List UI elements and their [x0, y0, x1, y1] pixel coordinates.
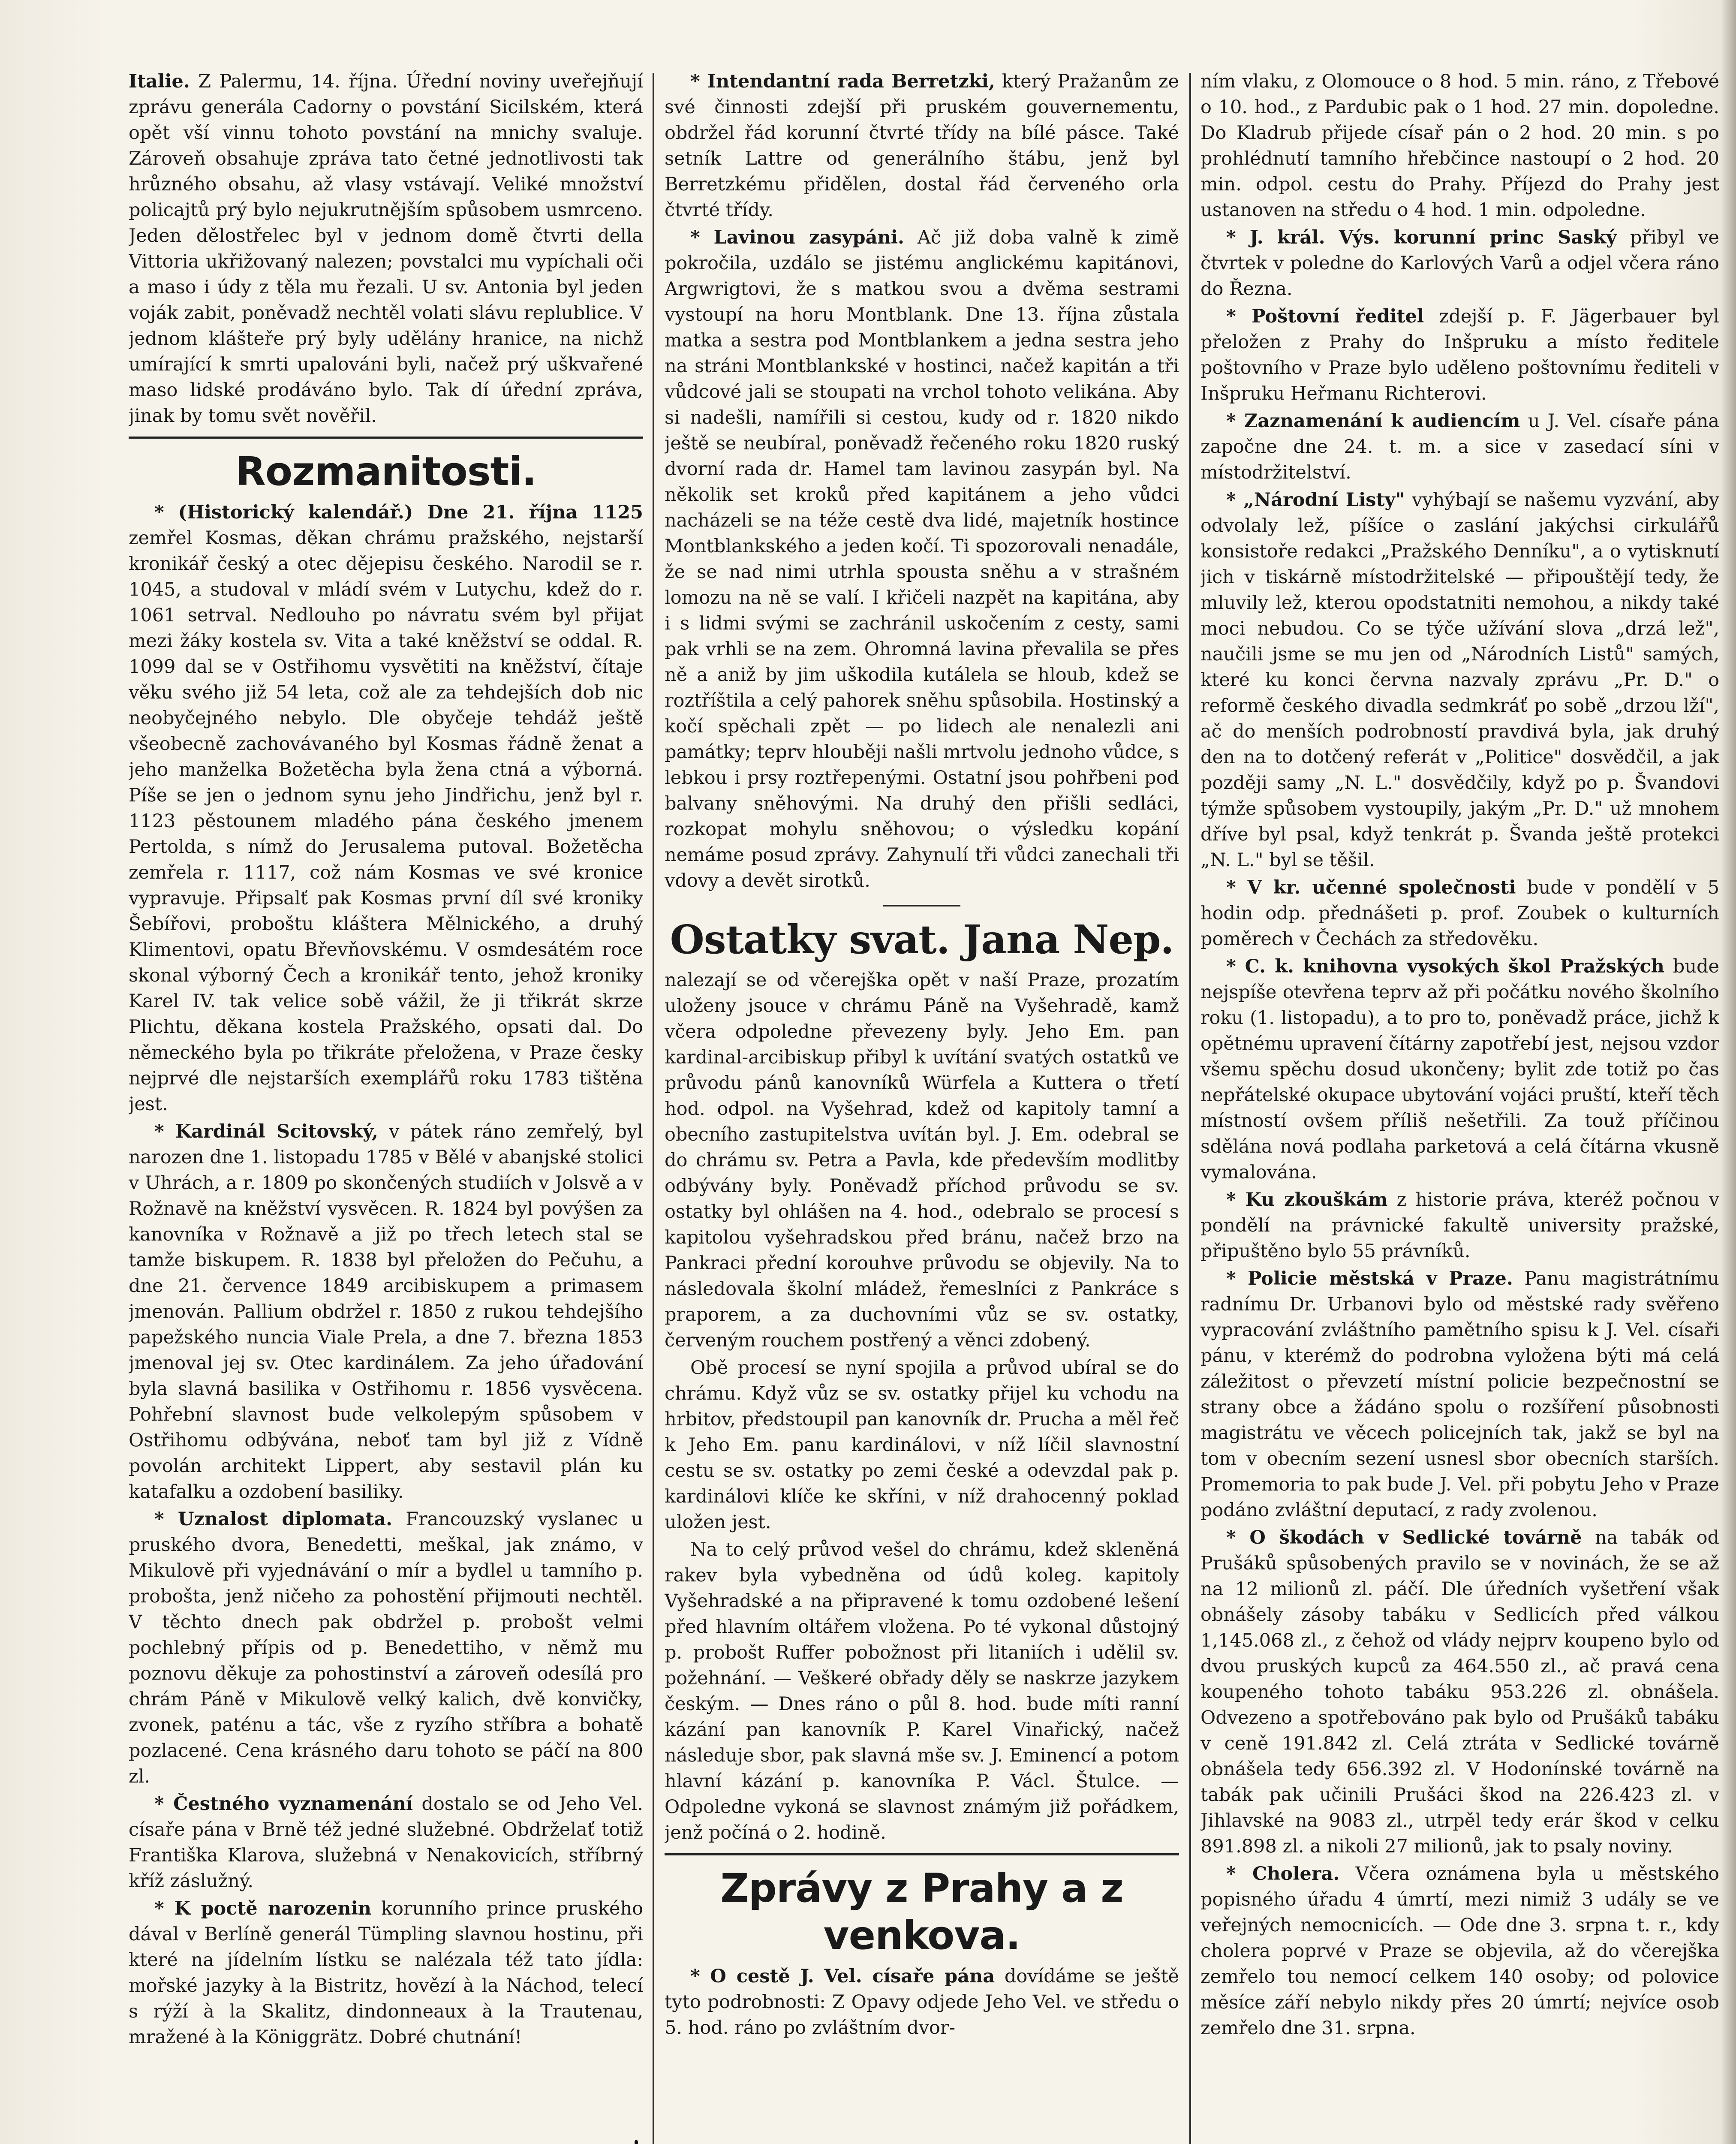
- article-paragraph: [1200, 1525, 1719, 1859]
- article-lead: * Intendantní rada Berretzki,: [690, 71, 995, 92]
- article-paragraph: [665, 1963, 1179, 2041]
- article-paragraph: [129, 69, 643, 429]
- column-right: [1200, 69, 1719, 2144]
- article-paragraph: [1200, 1266, 1719, 1523]
- article-lead: * Ku zkouškám: [1226, 1189, 1388, 1211]
- article-body: zdejší p. F. Jägerbauer byl přeložen z Prahy do Inšpruku a místo ředitele poštovního v Praze bylo uděleno poštovnímu řediteli v Inšpruku Heřmanu Richterovi.: [1200, 306, 1719, 404]
- article-paragraph: [665, 967, 1179, 1353]
- article-body: Obě procesí se nyní spojila a průvod ubíral se do chrámu. Když vůz se sv. ostatky přijel ku vchodu na hrbitov, předstoupil pan kanovník dr. Prucha a měl řeč k Jeho Em. panu kardinálovi, v níž líčil slavnostní cestu se sv. ostatky po zemi české a odevzdal pak p. kardinálovi klíče ke skříni, v níž drahocenný poklad uložen jest.: [665, 1357, 1179, 1533]
- article-body: vyhýbají se našemu vyzvání, aby odvolaly lež, píšíce o zaslání jakýchsi cirkulářů konsistoře redakci „Pražského Denníku", a o vytisknutí jich v tiskárně místodržitelské — připouštějí tedy, že mluvily lež, kterou opodstatniti nemohou, a nikdy také moci nebudou. Co se týče užívání slova „drzá lež", naučili jsme se mu jen od „Národních Listů" samých, které ku konci června nazvaly zprávu „Pr. D." o reformě českého divadla sedmkráť po sobě „drzou lží", ač do menších podrobností pravdivá byla, jak druhý den na to dotčený referát v „Politice" dosvědčil, a jak později samy „N. L." dosvědčily, když po p. Švandovi týmže spůsobem vystoupily, jakým „Pr. D." už mnohem dříve byl psal, když tenkrát p. Švanda ještě protekci „N. L." byl se těšil.: [1200, 489, 1719, 871]
- article-lead: * V kr. učenné společnosti: [1226, 877, 1516, 898]
- article-body: Na to celý průvod vešel do chrámu, kdež skleněná rakev byla vybedněna od údů koleg. kapitoly Vyšehradské a na připravené k tomu ozdobené lešení před hlavním oltářem vložena. Po té vykonal důstojný p. probošt Ruffer pobožnost při litaniích i udělil sv. požehnání. — Veškeré obřady děly se naskrze jazykem českým. — Dnes ráno o půl 8. hod. bude míti ranní kázání pan kanovník P. Karel Vinařický, načež následuje sbor, pak slavná mše sv. J. Eminencí a potom hlavní kázání p. kanovníka P. Václ. Štulce. — Odpoledne vykoná se slavnost známým již pořádkem, jenž počíná o 2. hodině.: [665, 1539, 1179, 1843]
- column-middle: [665, 69, 1179, 2144]
- article-body: z historie práva, kteréž počnou v pondělí na právnické fakultě university pražské, připuštěno bylo 55 právníků.: [1200, 1189, 1719, 1262]
- article-lead: * (Historický kalendář.) Dne 21. října 1125: [154, 502, 643, 523]
- ink-spot: [635, 2140, 638, 2144]
- article-lead: * Čestného vyznamenání: [154, 1793, 413, 1815]
- article-body: korunního prince pruského dával v Berlíně generál Tümpling slavnou hostinu, při které na jídelním lístku se nalézala též tato jídla: mořské jazyky à la Bistritz, hovězí à la Náchod, telecí s rýží à la Skalitz, dindonneaux à la Trautenau, mražené à la Königgrätz. Dobré chutnání!: [129, 1898, 643, 2048]
- article-lead: * Cholera.: [1226, 1863, 1340, 1885]
- article-paragraph: [665, 1355, 1179, 1535]
- article-body: Panu magistrátnímu radnímu Dr. Urbanovi bylo od městské rady svěřeno vypracování zvláštního pamětního spisu k J. Vel. císaři pánu, v kterémž do podrobna vyložena býti má celá záležitost o převzetí místní policie bezpečnostní se strany obce a žádáno spolu o rozšíření působnosti magistrátu ve věcech policejních tak, jakž se byl na tom v obecním sezení usnesl sbor obecních starších. Promemoria to pak bude J. Vel. při pobytu Jeho v Praze podáno zvláštní deputací, z rady zvolenou.: [1200, 1268, 1719, 1521]
- article-body: na tabák od Prušáků spůsobených pravilo se v novinách, že se až na 12 milionů zl. páčí. Dle úředních vyšetření však obnášely zásoby tabáku v Sedlicích před válkou 1,145.068 zl., z čehož od vlády nejprv koupeno bylo od dvou pruských kupců za 464.550 zl., ač pravá cena koupeného tohoto tabáku 953.226 zl. obnášela. Odvezeno a spotřebováno pak bylo od Prušáků tabáku v ceně 191.842 zl. Celá ztráta v Sedlické továrně obnášela tedy 656.392 zl. V Hodonínské továrně na tabák pak učinili Prušáci škod na 226.423 zl. v Jihlavské na 9083 zl., utrpěl tedy erár škod v celku 891.898 zl. a nikoli 27 milionů, jak to psaly noviny.: [1200, 1527, 1719, 1857]
- article-body: Včera oznámena byla u městského popisného úřadu 4 úmrtí, mezi nimiž 3 udály se ve veřejných nemocnicích. — Ode dne 3. srpna t. r., kdy cholera poprvé v Praze se objevila, až do včerejška zemřelo tou nemocí celkem 140 osoby; od polovice měsíce září nebylo nikdy přes 20 úmrtí; nejvíce osob zemřelo dne 31. srpna.: [1200, 1863, 1719, 2039]
- article-paragraph: [1200, 408, 1719, 485]
- article-paragraph: [129, 1896, 643, 2050]
- article-lead: * K poctě narozenin: [154, 1898, 372, 1919]
- article-paragraph: [1200, 954, 1719, 1185]
- page-fold-shadow: [1721, 0, 1736, 2144]
- article-paragraph: [665, 225, 1179, 894]
- article-paragraph: [129, 1506, 643, 1789]
- article-paragraph: [129, 500, 643, 1117]
- article-paragraph: [665, 1537, 1179, 1846]
- short-rule: [883, 905, 960, 906]
- article-body: přibyl ve čtvrtek v poledne do Karlových Varů a odjel včera ráno do Řezna.: [1200, 227, 1719, 300]
- article-body: nalezají se od včerejška opět v naší Praze, prozatím uloženy jsouce v chrámu Páně na Vyšehradě, kamž včera odpoledne převezeny byly. Jeho Em. pan kardinal-arcibiskup přibyl k uvítání svatých ostatků ve průvodu pánů kanovníků Würfela a Kuttera o třetí hod. odpol. na Vyšehrad, kdež od kapitoly tamní a obecního zastupitelstva uvítán byl. J. Em. odebral se do chrámu sv. Petra a Pavla, kde především modlitby odbývány byly. Poněvadž příchod průvodu se sv. ostatky byl ohlášen na 4. hod., odebralo se procesí s kapitolou vyšehradskou před bránu, načež brzo na Pankraci přední korouhve průvodu se objevily. Na to následovala školní mládež, řemeslníci z Pankráce s praporem, a za duchovními vůz se sv. ostatky, červeným rouchem postřený a věnci zdobený.: [665, 970, 1179, 1351]
- article-paragraph: [1200, 1187, 1719, 1264]
- article-body: v pátek ráno zemřelý, byl narozen dne 1. listopadu 1785 v Bělé v abanjské stolici v Uhrách, a r. 1809 po skončených studiích v Jolsvě a v Rožnavě na kněžství vysvěcen. R. 1824 byl povýšen za kanovníka v Rožnavě a již po třech letech stal se tamže biskupem. R. 1838 byl přeložen do Pečuhu, a dne 21. července 1849 arcibiskupem a primasem jmenován. Pallium obdržel r. 1850 z rukou tehdejšího papežského nuncia Viale Prela, a dne 7. března 1853 jmenoval jej sv. Otec kardinálem. Za jeho úřadování byla slavná basilika v Ostřihomu r. 1856 vysvěcena. Pohřební slavnost bude velkolepým spůsobem v Ostřihomu odbývána, neboť tam byl již z Vídně povolán architekt Lippert, aby sestavil plán ku katafalku a ozdobení basiliky.: [129, 1121, 643, 1503]
- article-lead: * Uznalost diplomata.: [154, 1509, 393, 1530]
- article-paragraph: [1200, 69, 1719, 223]
- column-left: [129, 69, 643, 2144]
- section-rule: [129, 437, 643, 439]
- article-body: bude v pondělí v 5 hodin odp. přednášeti p. prof. Zoubek o kulturních poměrech v Čechách za středověku.: [1200, 877, 1719, 950]
- article-paragraph: [1200, 225, 1719, 302]
- article-lead: * Kardinál Scitovský,: [154, 1121, 378, 1142]
- article-paragraph: [665, 69, 1179, 223]
- article-body: Francouzský vyslanec u pruského dvora, Benedetti, meškal, jak známo, v Mikulově při vyjednávání o mír a bydlel u tamního p. probošta, jenž ničeho za pohostění přijmouti nechtěl. V těchto dnech pak obdržel p. probošt velmi pochlebný přípis od p. Benedettiho, v němž mu poznovu děkuje za pohostinství a zároveň odesílá pro chrám Páně v Mikulově velký kalich, dvě konvičky, zvonek, paténu a tác, vše z ryzího stříbra a bohatě pozlacené. Cena krásného daru tohoto se páčí na 800 zl.: [129, 1509, 643, 1787]
- article-lead: * O škodách v Sedlické továrně: [1226, 1527, 1582, 1548]
- article-lead: * Lavinou zasypáni.: [690, 227, 905, 248]
- section-rule: [665, 1853, 1179, 1855]
- article-body: ním vlaku, z Olomouce o 8 hod. 5 min. ráno, z Třebové o 10. hod., z Pardubic pak o 1 hod. 27 min. dopoledne. Do Kladrub přijede císař pán o 2 hod. 20 min. s po prohlédnutí tamního hřebčince nastoupí o 2 hod. 20 min. odpol. cestu do Prahy. Příjezd do Prahy jest ustanoven na středu o 4 hod. 1 min. odpoledne.: [1200, 71, 1719, 221]
- article-body: zemřel Kosmas, děkan chrámu pražského, nejstarší kronikář český a otec dějepisu českého. Narodil se r. 1045, a studoval v mládí svém v Lutychu, kdež do r. 1061 setrval. Nedlouho po návratu svém byl přijat mezi žáky kostela sv. Vita a také kněžství se oddal. R. 1099 dal se v Ostřihomu vysvětiti na kněžství, čítaje věku svého již 54 leta, což ale za tehdejších dob nic neobyčejného nebylo. Dle obyčeje tehdáž ještě všeobecně zachovávaného byl Kosmas řádně ženat a jeho manželka Božetěcha byla žena ctná a výborná. Píše se jen o jednom synu jeho Jindřichu, jenž byl r. 1123 pěstounem mladého pána českého jmenem Pertolda, s nímž do Jerusalema putoval. Božetěcha zemřela r. 1117, což nám Kosmas ve své kronice vypravuje. Připsalť pak Kosmas první díl své kroniky Šebířovi, proboštu kláštera Mělnického, a druhý Klimentovi, opatu Břevňovskému. V osmdesátém roce skonal výborný Čech a kronikář tento, jehož kroniky Karel IV. tak velice sobě vážil, že ji třikrát skrze Plichtu, děkana kostela Pražského, opsati dal. Do německého byla po třikráte přeložena, v Praze česky nejprvé dle nejstarších exemplářů roku 1783 tištěna jest.: [129, 527, 643, 1115]
- article-body: který Pražanům ze své činnosti zdejší při pruském gouvernementu, obdržel řád korunní čtvrté třídy na bílé pásce. Také setník Lattre od generálního štábu, jenž byl Berretzkému přidělen, dostal řád červeného orla čtvrté třídy.: [665, 71, 1179, 221]
- article-paragraph: [1200, 875, 1719, 952]
- article-paragraph: [129, 1119, 643, 1505]
- article-paragraph: [1200, 487, 1719, 873]
- article-body: Z Palermu, 14. října. Úřední noviny uveřejňují zprávu generála Cadorny o povstání Sicilském, která opět vší vinnu tohoto povstání na mnichy svaluje. Zároveň obsahuje zpráva tato četné jednotlivosti tak hrůzného obsahu, až vlasy vstávají. Veliké množství policajtů prý bylo nejukrutnějším spůsobem usmrceno. Jeden dělostřelec byl v jednom domě čtvrti della Vittoria ukřižovaný nalezen; povstalci mu vypíchali oči a maso i údy z těla mu řezali. U sv. Antonia byl jeden voják zabit, poněvadž nechtěl volati slávu replublice. V jednom klášteře prý byly udělány hranice, na nichž umírající k smrti upalováni byli, načež prý uškvařené maso lidské prodáváno bylo. Tak dí úřední zpráva, jinak by tomu svět nověřil.: [129, 71, 643, 427]
- article-lead: * O cestě J. Vel. císaře pána: [690, 1966, 995, 1987]
- section-heading: Zprávy z Prahy a z venkova.: [720, 1865, 1123, 1958]
- article-paragraph: [1200, 304, 1719, 407]
- article-paragraph: [129, 1791, 643, 1894]
- section-heading: Rozmanitosti.: [235, 449, 536, 494]
- column-rule: [1189, 73, 1191, 2144]
- article-body: dovídáme se ještě tyto podrobnosti: Z Opavy odjede Jeho Vel. ve středu o 5. hod. ráno po zvláštním dvor-: [665, 1966, 1179, 2039]
- article-lead: * Zaznamenání k audiencím: [1226, 410, 1520, 432]
- column-rule: [653, 73, 654, 2144]
- article-lead: Italie.: [129, 71, 190, 92]
- article-body: dostalo se od Jeho Vel. císaře pána v Brně též jedné služebné. Obdrželať totiž Františka Klarova, služebná v Nenakovicích, stříbrný kříž záslužný.: [129, 1793, 643, 1892]
- article-lead: * C. k. knihovna vysokých škol Pražských: [1226, 956, 1664, 977]
- article-lead: * J. král. Výs. korunní princ Saský: [1226, 227, 1617, 248]
- article-lead: * „Národní Listy": [1226, 489, 1405, 511]
- article-paragraph: [1200, 1861, 1719, 2041]
- article-lead: * Poštovní ředitel: [1226, 306, 1424, 327]
- article-body: u J. Vel. císaře pána započne dne 24. t. m. a sice v zasedací síni v místodržitelství.: [1200, 410, 1719, 483]
- article-body: bude nejspíše otevřena teprv až při počátku nového školního roku (1. listopadu), a to pro to, poněvadž práce, jichž k opětnému upravení čítárny zapotřebí jest, nejsou vzdor všemu spěchu dosud ukončeny; bylit zde totiž po čas nepřátelské okupace ubytování vojáci pruští, kteří těch místností ovšem příliš nešetřili. Za touž příčinou sdělána nová podlaha parketová a celá čítárna vkusně vymalována.: [1200, 956, 1719, 1183]
- article-lead: * Policie městská v Praze.: [1226, 1268, 1513, 1289]
- section-heading: Ostatky svat. Jana Nep.: [670, 916, 1174, 963]
- article-body: Ač již doba valně k zimě pokročila, uzdálo se jistému anglickému kapitánovi, Argwrigtovi, že s matkou svou a dvěma sestrami vystoupí na horu Montblank. Dne 13. října zůstala matka a sestra pod Montblankem a jedna sestra jeho na stráni Montblankské v hostinci, načež kapitán a tři vůdcové jali se stoupati na vrchol tohoto velikána. Aby si nadešli, namířili si cestou, kudy od r. 1820 nikdo ještě se neubíral, poněvadž řečeného roku 1820 ruský dvorní rada dr. Hamel tam lavinou zasypán byl. Na několik set kroků před kapitánem a jeho vůdci nacházeli se na téže cestě dva lidé, majetník hostince Montblankského a jeden kočí. Ti spozorovali nenadále, že se nad nimi utrhla spousta sněhu a v strašném lomozu na ně se valí. I křičeli nazpět na kapitána, aby i s lidmi svými se zachránil uskočením z cesty, sami pak vrhli se na zem. Ohromná lavina převalila se přes ně a aniž by jim uškodila kutálela se hloub, kdež se roztříštila a celý pahorek sněhu spůsobila. Hostinský a kočí spěchali zpět — po lidech ale nenalezli ani památky; teprv hlouběji našli mrtvolu jednoho vůdce, s lebkou i prsy roztřepenými. Ostatní jsou pohřbeni pod balvany sněhovými. Na druhý den přišli sedláci, rozkopat mohylu sněhovou; o výsledku kopání nemáme posud zprávy. Zahynulí tři vůdci zanechali tři vdovy a devět sirotků.: [665, 227, 1179, 891]
